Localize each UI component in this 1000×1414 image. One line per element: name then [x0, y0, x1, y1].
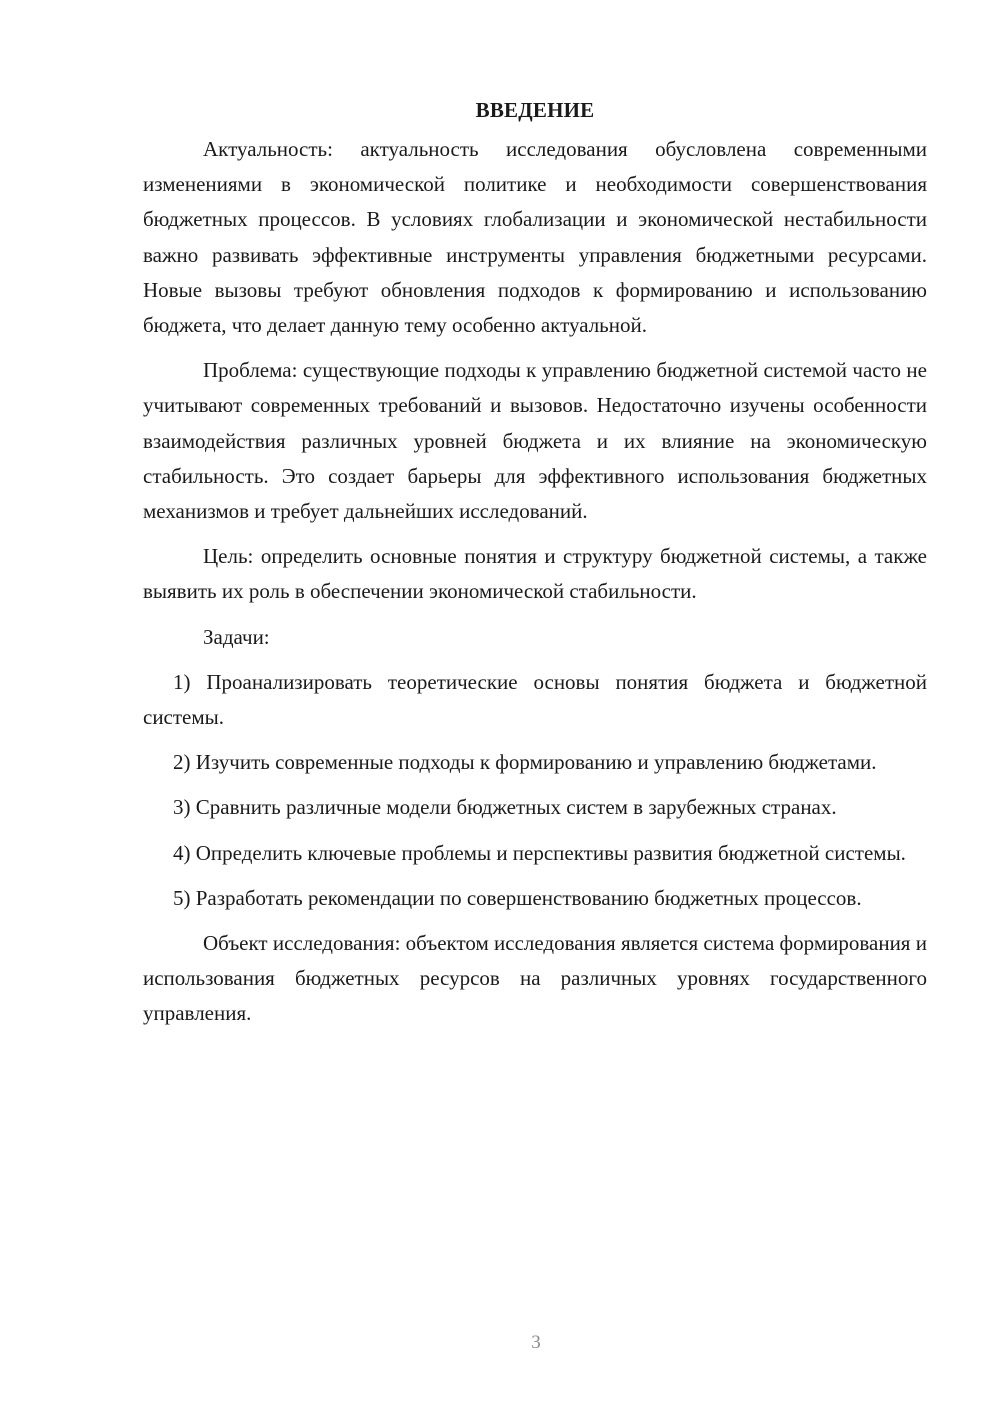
page-number: 3 [531, 1332, 541, 1353]
object-paragraph: Объект исследования: объектом исследования является система формирования и использования бюджетных ресурсов на различных уровнях государственного управления. [143, 931, 927, 1026]
relevance-paragraph: Актуальность: актуальность исследования обусловлена современными изменениями в экономической политике и необходимости совершенствования бюджетных процессов. В условиях глобализации и экономической нестабильности важно развивать эффективные инструменты управления бюджетными ресурсами. Новые вызовы требуют обновления подходов к формированию и использованию бюджета, что делает данную тему особенно актуальной. [143, 137, 927, 338]
task-item: 3) Сравнить различные модели бюджетных систем в зарубежных странах. [173, 795, 837, 820]
section-heading: ВВЕДЕНИЕ [475, 98, 595, 122]
task-item: 4) Определить ключевые проблемы и перспективы развития бюджетной системы. [173, 840, 906, 865]
goal-paragraph: Цель: определить основные понятия и структуру бюджетной системы, а также выявить их роль в обеспечении экономической стабильности. [143, 544, 927, 604]
page-content [143, 92, 927, 1032]
task-item: 5) Разработать рекомендации по совершенствованию бюджетных процессов. [173, 885, 862, 910]
problem-paragraph: Проблема: существующие подходы к управлению бюджетной системой часто не учитывают современных требований и вызовов. Недостаточно изучены особенности взаимодействия различных уровней бюджета и их влияние на экономическую стабильность. Это создает барьеры для эффективного использования бюджетных механизмов и требует дальнейших исследований. [143, 358, 927, 524]
tasks-heading: Задачи: [203, 624, 270, 649]
task-item: 1) Проанализировать теоретические основы понятия бюджета и бюджетной системы. [143, 669, 927, 730]
task-item: 2) Изучить современные подходы к формированию и управлению бюджетами. [173, 750, 877, 775]
